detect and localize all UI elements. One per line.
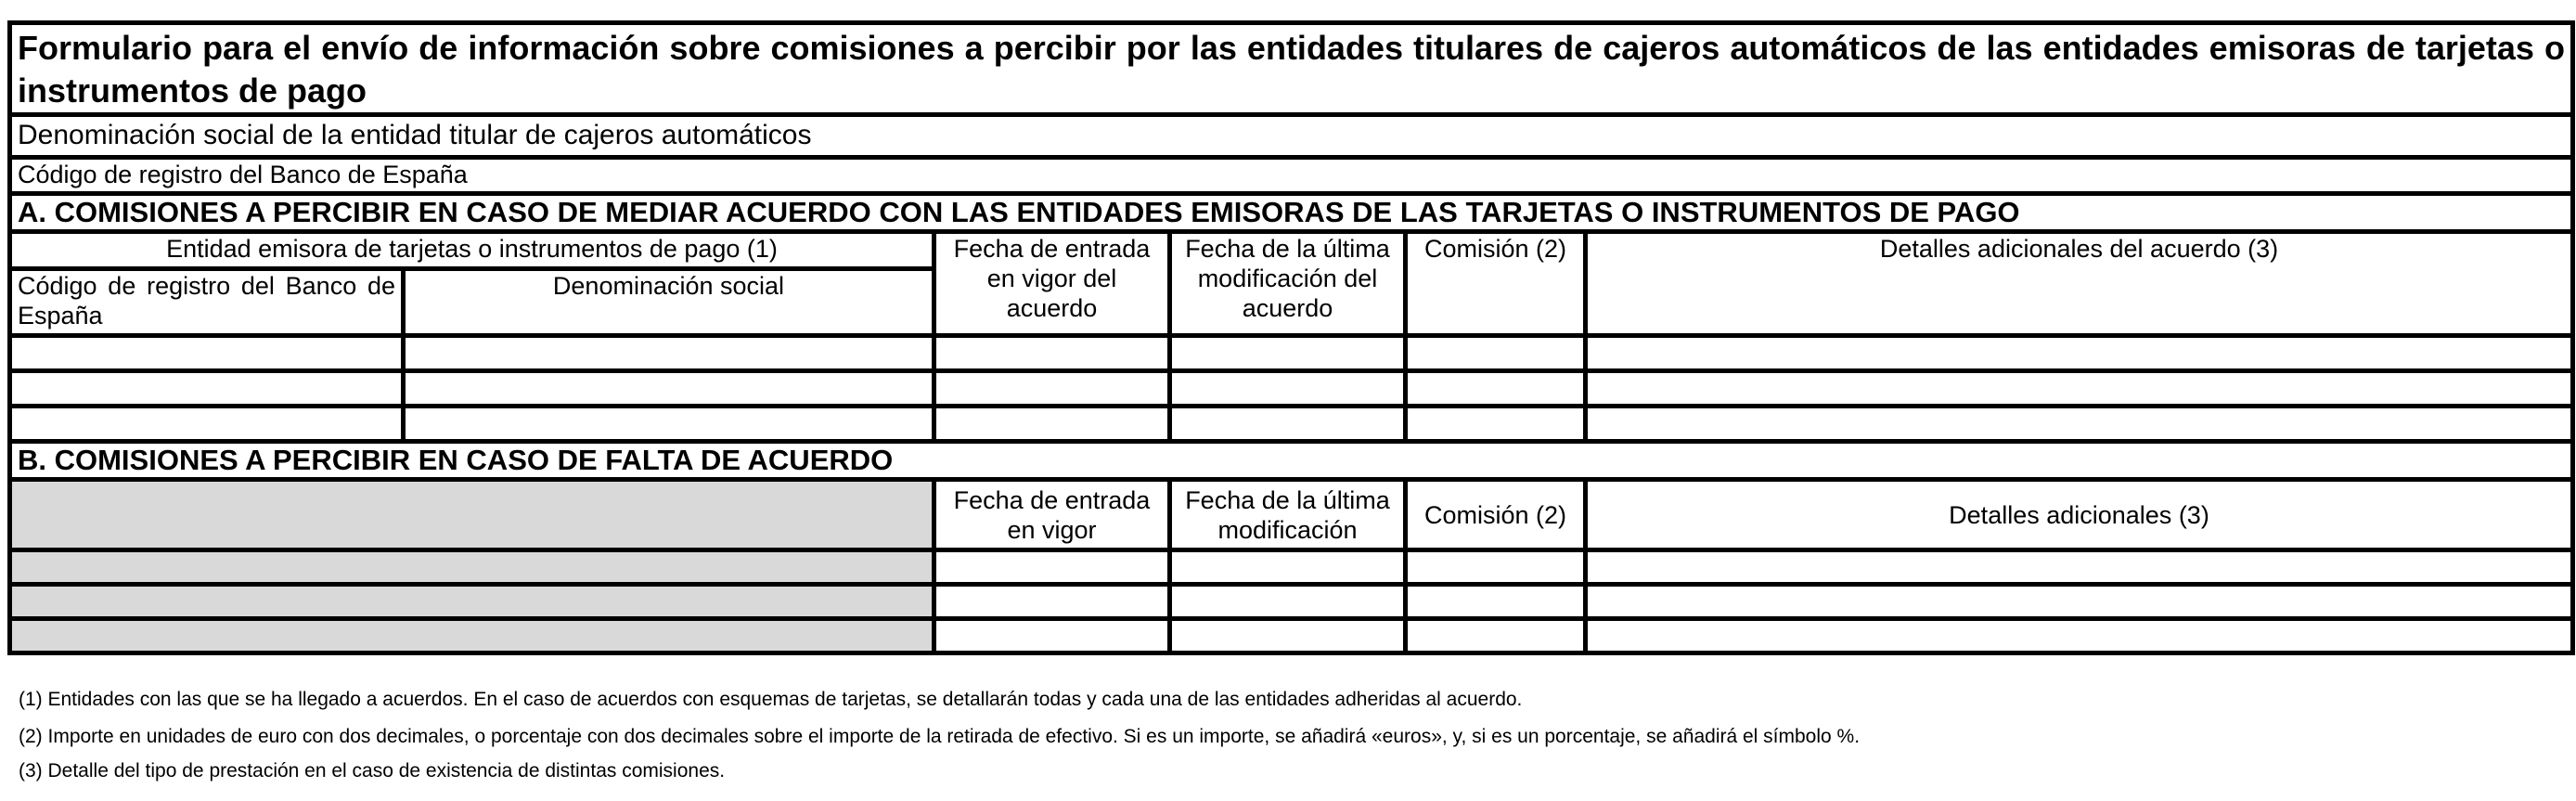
header-b-fecha-entrada: Fecha de entrada en vigor [934, 480, 1170, 550]
section-b-title: B. COMISIONES A PERCIBIR EN CASO DE FALTA DE ACUERDO [10, 442, 2573, 480]
a-cell-denominacion[interactable] [404, 336, 934, 371]
footnote-1: (1) Entidades con las que se ha llegado a acuerdos. En el caso de acuerdos con esquemas de tarjetas, se detallarán todas y cada una de las entidades adheridas al acuerdo. [19, 689, 1523, 710]
footnote-3: (3) Detalle del tipo de prestación en el caso de existencia de distintas comisiones. [19, 760, 726, 782]
b-cell-comision[interactable] [1406, 585, 1586, 619]
section-a-row [10, 407, 2573, 442]
a-cell-fecha-modificacion[interactable] [1170, 407, 1406, 442]
footnote-2: (2) Importe en unidades de euro con dos decimales, o porcentaje con dos decimales sobre el importe de la retirada de efectivo. Si es un importe, se añadirá «euros», y, si es un porcentaje, se añadirá el símbolo %. [19, 726, 1861, 747]
header-a-fecha-entrada: Fecha de entrada en vigor del acuerdo [934, 232, 1170, 336]
b-cell-detalles[interactable] [1586, 550, 2573, 585]
header-a-detalles: Detalles adicionales del acuerdo (3) [1586, 232, 2573, 336]
header-b-fecha-modificacion: Fecha de la última modificación [1170, 480, 1406, 550]
header-denominacion-social: Denominación social [404, 269, 934, 336]
a-cell-codigo[interactable] [10, 407, 404, 442]
b-cell-detalles[interactable] [1586, 585, 2573, 619]
b-cell-grey [10, 550, 934, 585]
b-cell-fecha-modificacion[interactable] [1170, 550, 1406, 585]
b-cell-comision[interactable] [1406, 619, 1586, 653]
header-entidad-emisora: Entidad emisora de tarjetas o instrumentos de pago (1) [10, 232, 934, 269]
commission-form [7, 20, 2570, 655]
a-cell-comision[interactable] [1406, 407, 1586, 442]
b-cell-grey [10, 619, 934, 653]
b-cell-comision[interactable] [1406, 550, 1586, 585]
a-cell-fecha-modificacion[interactable] [1170, 371, 1406, 407]
b-cell-detalles[interactable] [1586, 619, 2573, 653]
b-cell-fecha-modificacion[interactable] [1170, 619, 1406, 653]
a-cell-denominacion[interactable] [404, 371, 934, 407]
a-cell-codigo[interactable] [10, 371, 404, 407]
header-a-comision: Comisión (2) [1406, 232, 1586, 336]
a-cell-detalles[interactable] [1586, 371, 2573, 407]
a-cell-comision[interactable] [1406, 336, 1586, 371]
a-cell-detalles[interactable] [1586, 336, 2573, 371]
header-codigo-registro: Código de registro del Banco de España [10, 269, 404, 336]
section-a-title: A. COMISIONES A PERCIBIR EN CASO DE MEDIAR ACUERDO CON LAS ENTIDADES EMISORAS DE LAS TARJETAS O INSTRUMENTOS DE PAGO [10, 194, 2573, 232]
section-b-row [10, 619, 2573, 653]
codigo-registro-field[interactable]: Código de registro del Banco de España [10, 158, 2573, 194]
denominacion-social-field[interactable]: Denominación social de la entidad titular de cajeros automáticos [10, 115, 2573, 158]
section-b-grey-header [10, 480, 934, 550]
header-b-comision: Comisión (2) [1406, 480, 1586, 550]
form-title: Formulario para el envío de información sobre comisiones a percibir por las entidades titulares de cajeros automáticos de las entidades emisoras de tarjetas o instrumentos de pago [10, 23, 2573, 115]
a-cell-detalles[interactable] [1586, 407, 2573, 442]
b-cell-fecha-entrada[interactable] [934, 619, 1170, 653]
a-cell-fecha-entrada[interactable] [934, 407, 1170, 442]
a-cell-comision[interactable] [1406, 371, 1586, 407]
header-b-detalles: Detalles adicionales (3) [1586, 480, 2573, 550]
a-cell-codigo[interactable] [10, 336, 404, 371]
b-cell-fecha-modificacion[interactable] [1170, 585, 1406, 619]
form-table [7, 20, 2575, 655]
section-a-row [10, 371, 2573, 407]
b-cell-fecha-entrada[interactable] [934, 585, 1170, 619]
b-cell-fecha-entrada[interactable] [934, 550, 1170, 585]
header-a-fecha-modificacion: Fecha de la última modificación del acuerdo [1170, 232, 1406, 336]
a-cell-fecha-entrada[interactable] [934, 371, 1170, 407]
section-b-row [10, 550, 2573, 585]
b-cell-grey [10, 585, 934, 619]
a-cell-fecha-modificacion[interactable] [1170, 336, 1406, 371]
section-a-row [10, 336, 2573, 371]
section-b-row [10, 585, 2573, 619]
a-cell-fecha-entrada[interactable] [934, 336, 1170, 371]
a-cell-denominacion[interactable] [404, 407, 934, 442]
